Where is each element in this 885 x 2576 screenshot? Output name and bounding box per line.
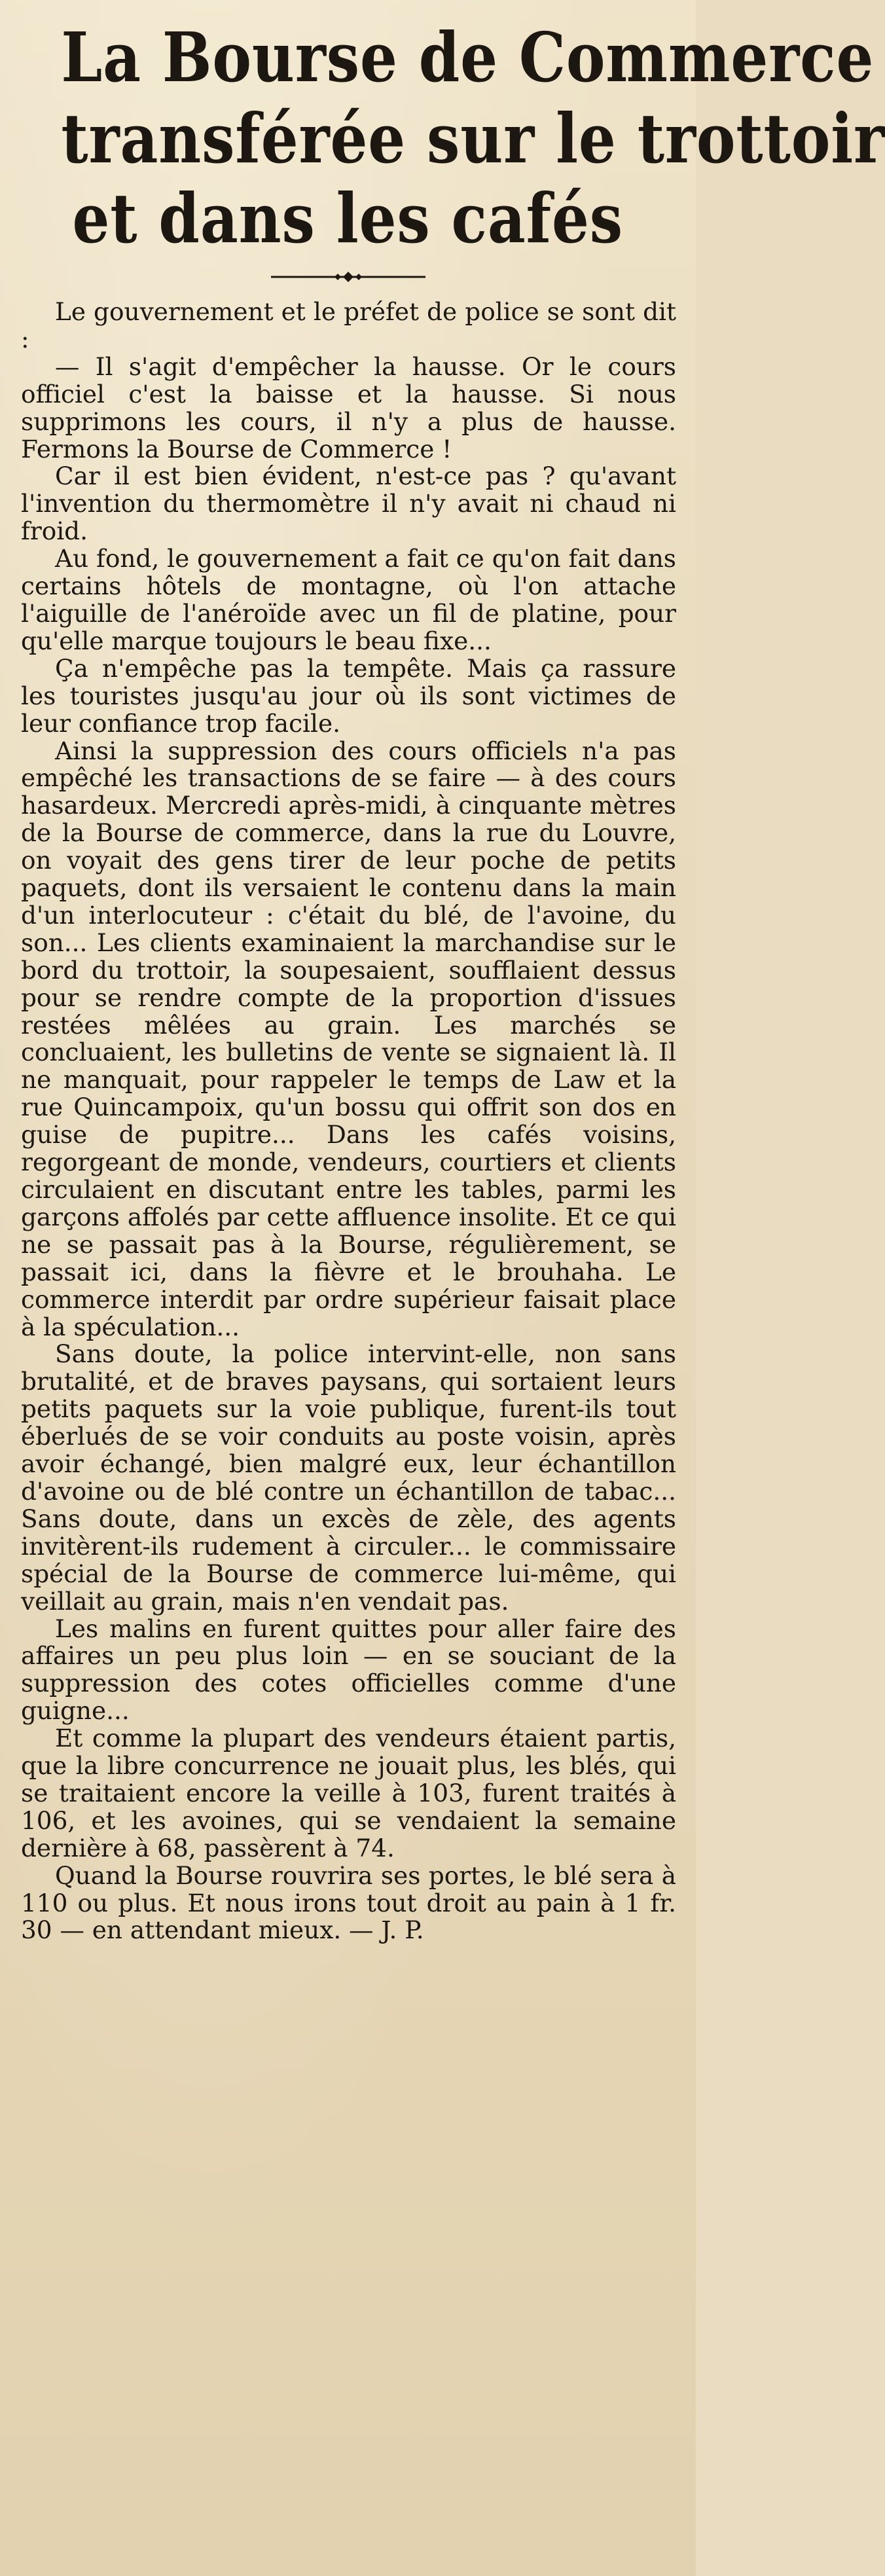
headline-line-3-row: [14, 178, 681, 259]
article-body: [14, 299, 681, 1944]
paragraph-5: Ça n'empêche pas la tempête. Mais ça rassure les touristes jusqu'au jour où ils sont victimes de leur confiance trop facile.: [21, 653, 676, 738]
headline-line-3: et dans les cafés: [72, 178, 624, 259]
headline: [14, 17, 885, 259]
paragraph-1: Le gouvernement et le préfet de police se sont dit :: [21, 297, 676, 354]
headline-line-1: La Bourse de Commerce: [61, 17, 875, 98]
paragraph-8: Les malins en furent quittes pour aller faire des affaires un peu plus loin — en se souciant de la suppression des cotes officielles comme d'une guigne...: [21, 1614, 676, 1726]
divider-ornament-icon: [270, 270, 427, 284]
paragraph-3: Car il est bien évident, n'est-ce pas ? qu'avant l'invention du thermomètre il n'y avait ni chaud ni froid.: [21, 462, 676, 546]
paragraph-9: Et comme la plupart des vendeurs étaient partis, que la libre concurrence ne jouait plus, les blés, qui se traitaient encore la veille à 103, furent traités à 106, et les avoines, qui se vendaient la semaine dernière à 68, passèrent à 74.: [21, 1724, 676, 1862]
headline-line-2: transférée sur le trottoir: [61, 98, 885, 179]
paragraph-10: Quand la Bourse rouvrira ses portes, le blé sera à 110 ou plus. Et nous irons tout droit au pain à 1 fr. 30 — en attendant mieux. — J. P.: [21, 1860, 676, 1945]
paragraph-7: Sans doute, la police intervint-elle, non sans brutalité, et de braves paysans, qui sortaient leurs petits paquets sur la voie publique, furent-ils tout éberlués de se voir conduits au poste voisin, après avoir échangé, bien malgré eux, leur échantillon d'avoine ou de blé contre un échantillon de tabac... Sans doute, dans un excès de zèle, des agents invitèrent-ils rudement à circuler... le commissaire spécial de la Bourse de commerce lui-même, qui veillait au grain, mais n'en vendait pas.: [21, 1339, 676, 1616]
paragraph-2: — Il s'agit d'empêcher la hausse. Or le cours officiel c'est la baisse et la hausse. Si nous supprimons les cours, il n'y a plus de hausse. Fermons la Bourse de Commerce !: [21, 352, 676, 463]
paragraph-4: Au fond, le gouvernement a fait ce qu'on fait dans certains hôtels de montagne, où l'on attache l'aiguille de l'anéroïde avec un fil de platine, pour qu'elle marque toujours le beau fixe...: [21, 544, 676, 655]
paragraph-6: Ainsi la suppression des cours officiels n'a pas empêché les transactions de se faire — à des cours hasardeux. Mercredi après-midi, à cinquante mètres de la Bourse de commerce, dans la rue du Louvre, on voyait des gens tirer de leur poche de petits paquets, dont ils versaient le contenu dans la main d'un interlocuteur : c'était du blé, de l'avoine, du son... Les clients examinaient la marchandise sur le bord du trottoir, la soupesaient, soufflaient dessus pour se rendre compte de la proportion d'issues restées mêlées au grain. Les marchés se concluaient, les bulletins de vente se signaient là. Il ne manquait, pour rappeler le temps de Law et la rue Quincampoix, qu'un bossu qui offrit son dos en guise de pupitre... Dans les cafés voisins, regorgeant de monde, vendeurs, courtiers et clients circulaient en discutant entre les tables, parmi les garçons affolés par cette affluence insolite. Et ce qui ne se passait pas à la Bourse, régulièrement, se passait ici, dans la fièvre et le brouhaha. Le commerce interdit par ordre supérieur faisait place à la spéculation...: [21, 736, 676, 1341]
section-divider: [14, 270, 681, 284]
